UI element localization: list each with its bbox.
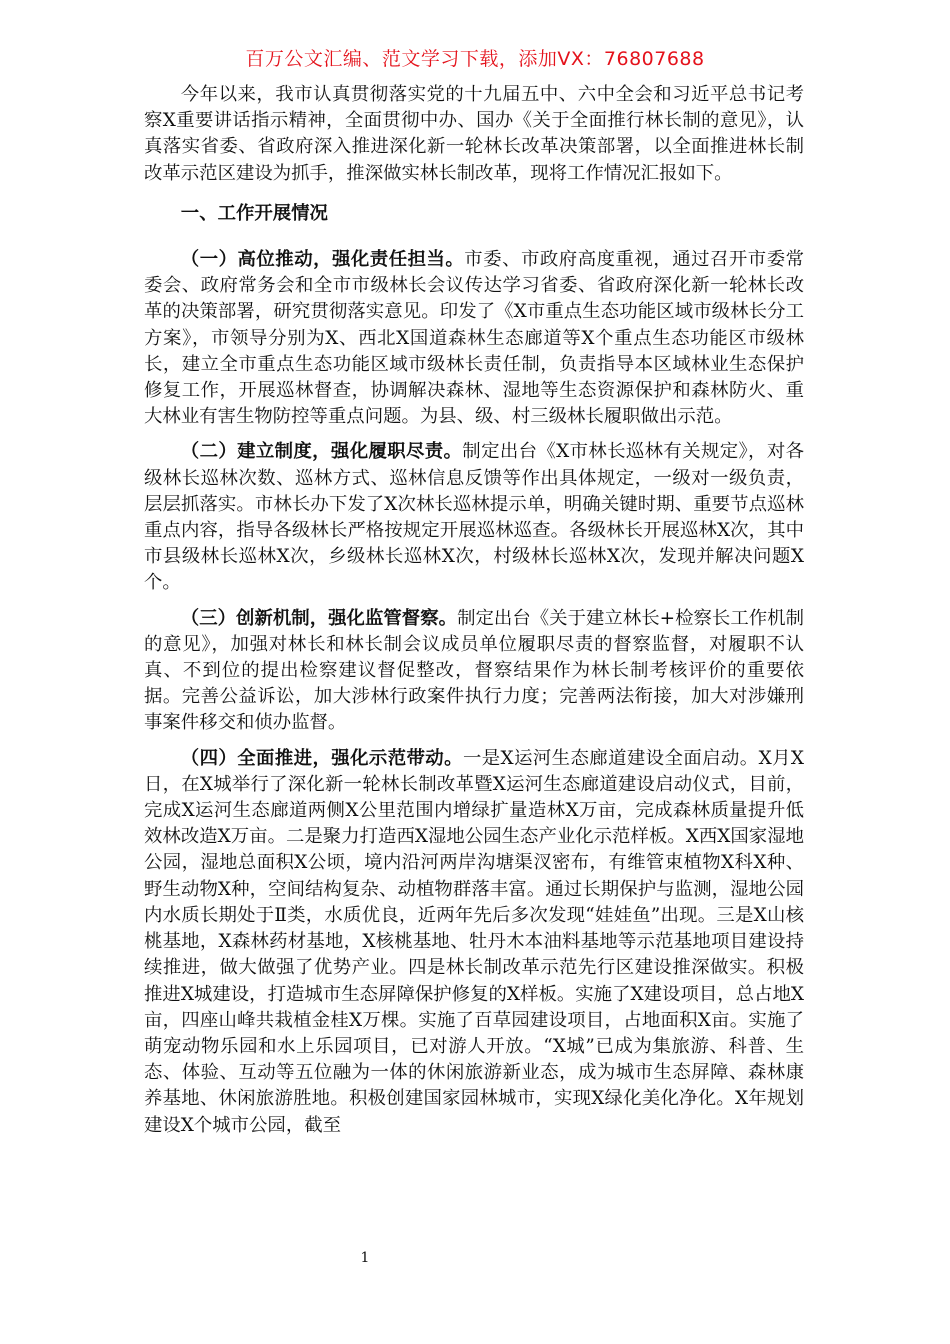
item-paragraph-3	[144, 606, 804, 737]
page-number: 1	[360, 1250, 370, 1266]
section-heading: 一、工作开展情况	[180, 202, 328, 224]
item-paragraph-4	[144, 746, 804, 1139]
intro-paragraph: 今年以来，我市认真贯彻落实党的十九届五中、六中全会和习近平总书记考察X重要讲话指示精神，全面贯彻中办、国办《关于全面推行林长制的意见》，认真落实省委、省政府深入推进深化新一轮林长改革决策部署，以全面推进林长制改革示范区建设为抓手，推深做实林长制改革，现将工作情况汇报如下。	[144, 84, 804, 184]
item-text-2: 制定出台《X市林长巡林有关规定》，对各级林长巡林次数、巡林方式、巡林信息反馈等作出具体规定，一级对一级负责，层层抓落实。市林长办下发了X次林长巡林提示单，明确关键时期、重要节点巡林重点内容，指导各级林长严格按规定开展巡林巡查。各级林长开展巡林X次，其中市县级林长巡林X次，乡级林长巡林X次，村级林长巡林X次，发现并解决问题X个。	[144, 441, 804, 594]
item-text-1: 市委、市政府高度重视，通过召开市委常委会、政府常务会和全市市级林长会议传达学习省委、省政府深化新一轮林长改革的决策部署，研究贯彻落实意见。印发了《X市重点生态功能区域市级林长分工方案》，市领导分别为X、西北X国道森林生态廊道等X个重点生态功能区市级林长，建立全市重点生态功能区域市级林长责任制，负责指导本区域林业生态保护修复工作，开展巡林督查，协调解决森林、湿地等生态资源保护和森林防火、重大林业有害生物防控等重点问题。为县、级、村三级林长履职做出示范。	[144, 249, 804, 428]
item-heading-3: （三）创新机制，强化监管督察。	[180, 607, 458, 629]
item-text-3: 制定出台《关于建立林长+检察长工作机制的意见》，加强对林长和林长制会议成员单位履职尽责的督察监督，对履职不认真、不到位的提出检察建议督促整改，督察结果作为林长制考核评价的重要依据。完善公益诉讼，加大涉林行政案件执行力度；完善两法衔接，加大对涉嫌刑事案件移交和侦办监督。	[144, 607, 804, 734]
watermark-header: 百万公文汇编、范文学习下载，添加VX：76807688	[245, 48, 705, 70]
item-text-4: 一是X运河生态廊道建设全面启动。X月X日，在X城举行了深化新一轮林长制改革暨X运河生态廊道建设启动仪式，目前，完成X运河生态廊道两侧X公里范围内增绿扩量造林X万亩，完成森林质量提升低效林改造X万亩。二是聚力打造西X湿地公园生态产业化示范样板。X西X国家湿地公园，湿地总面积X公顷，境内沿河两岸沟塘渠汊密布，有维管束植物X科X种、野生动物X种，空间结构复杂、动植物群落丰富。通过长期保护与监测，湿地公园内水质长期处于Ⅱ类，水质优良，近两年先后多次发现“娃娃鱼”出现。三是X山核桃基地，X森林药材基地，X核桃基地、牡丹木本油料基地等示范基地项目建设持续推进，做大做强了优势产业。四是林长制改革示范先行区建设推深做实。积极推进X城建设，打造城市生态屏障保护修复的X样板。实施了X建设项目，总占地X亩，四座山峰共栽植金桂X万棵。实施了百草园建设项目，占地面积X亩。实施了萌宠动物乐园和水上乐园项目，已对游人开放。“X城”已成为集旅游、科普、生态、体验、互动等五位融为一体的休闲旅游新业态，成为城市生态屏障、森林康养基地、休闲旅游胜地。积极创建国家园林城市，实现X绿化美化净化。X年规划建设X个城市公园，截至	[144, 747, 804, 1136]
item-paragraph-2	[144, 439, 804, 596]
item-heading-1: （一）高位推动，强化责任担当。	[180, 249, 465, 271]
item-paragraph-1	[144, 247, 804, 430]
item-heading-4: （四）全面推进，强化示范带动。	[180, 747, 463, 769]
item-heading-2: （二）建立制度，强化履职尽责。	[180, 441, 463, 463]
document-body	[144, 82, 804, 1148]
